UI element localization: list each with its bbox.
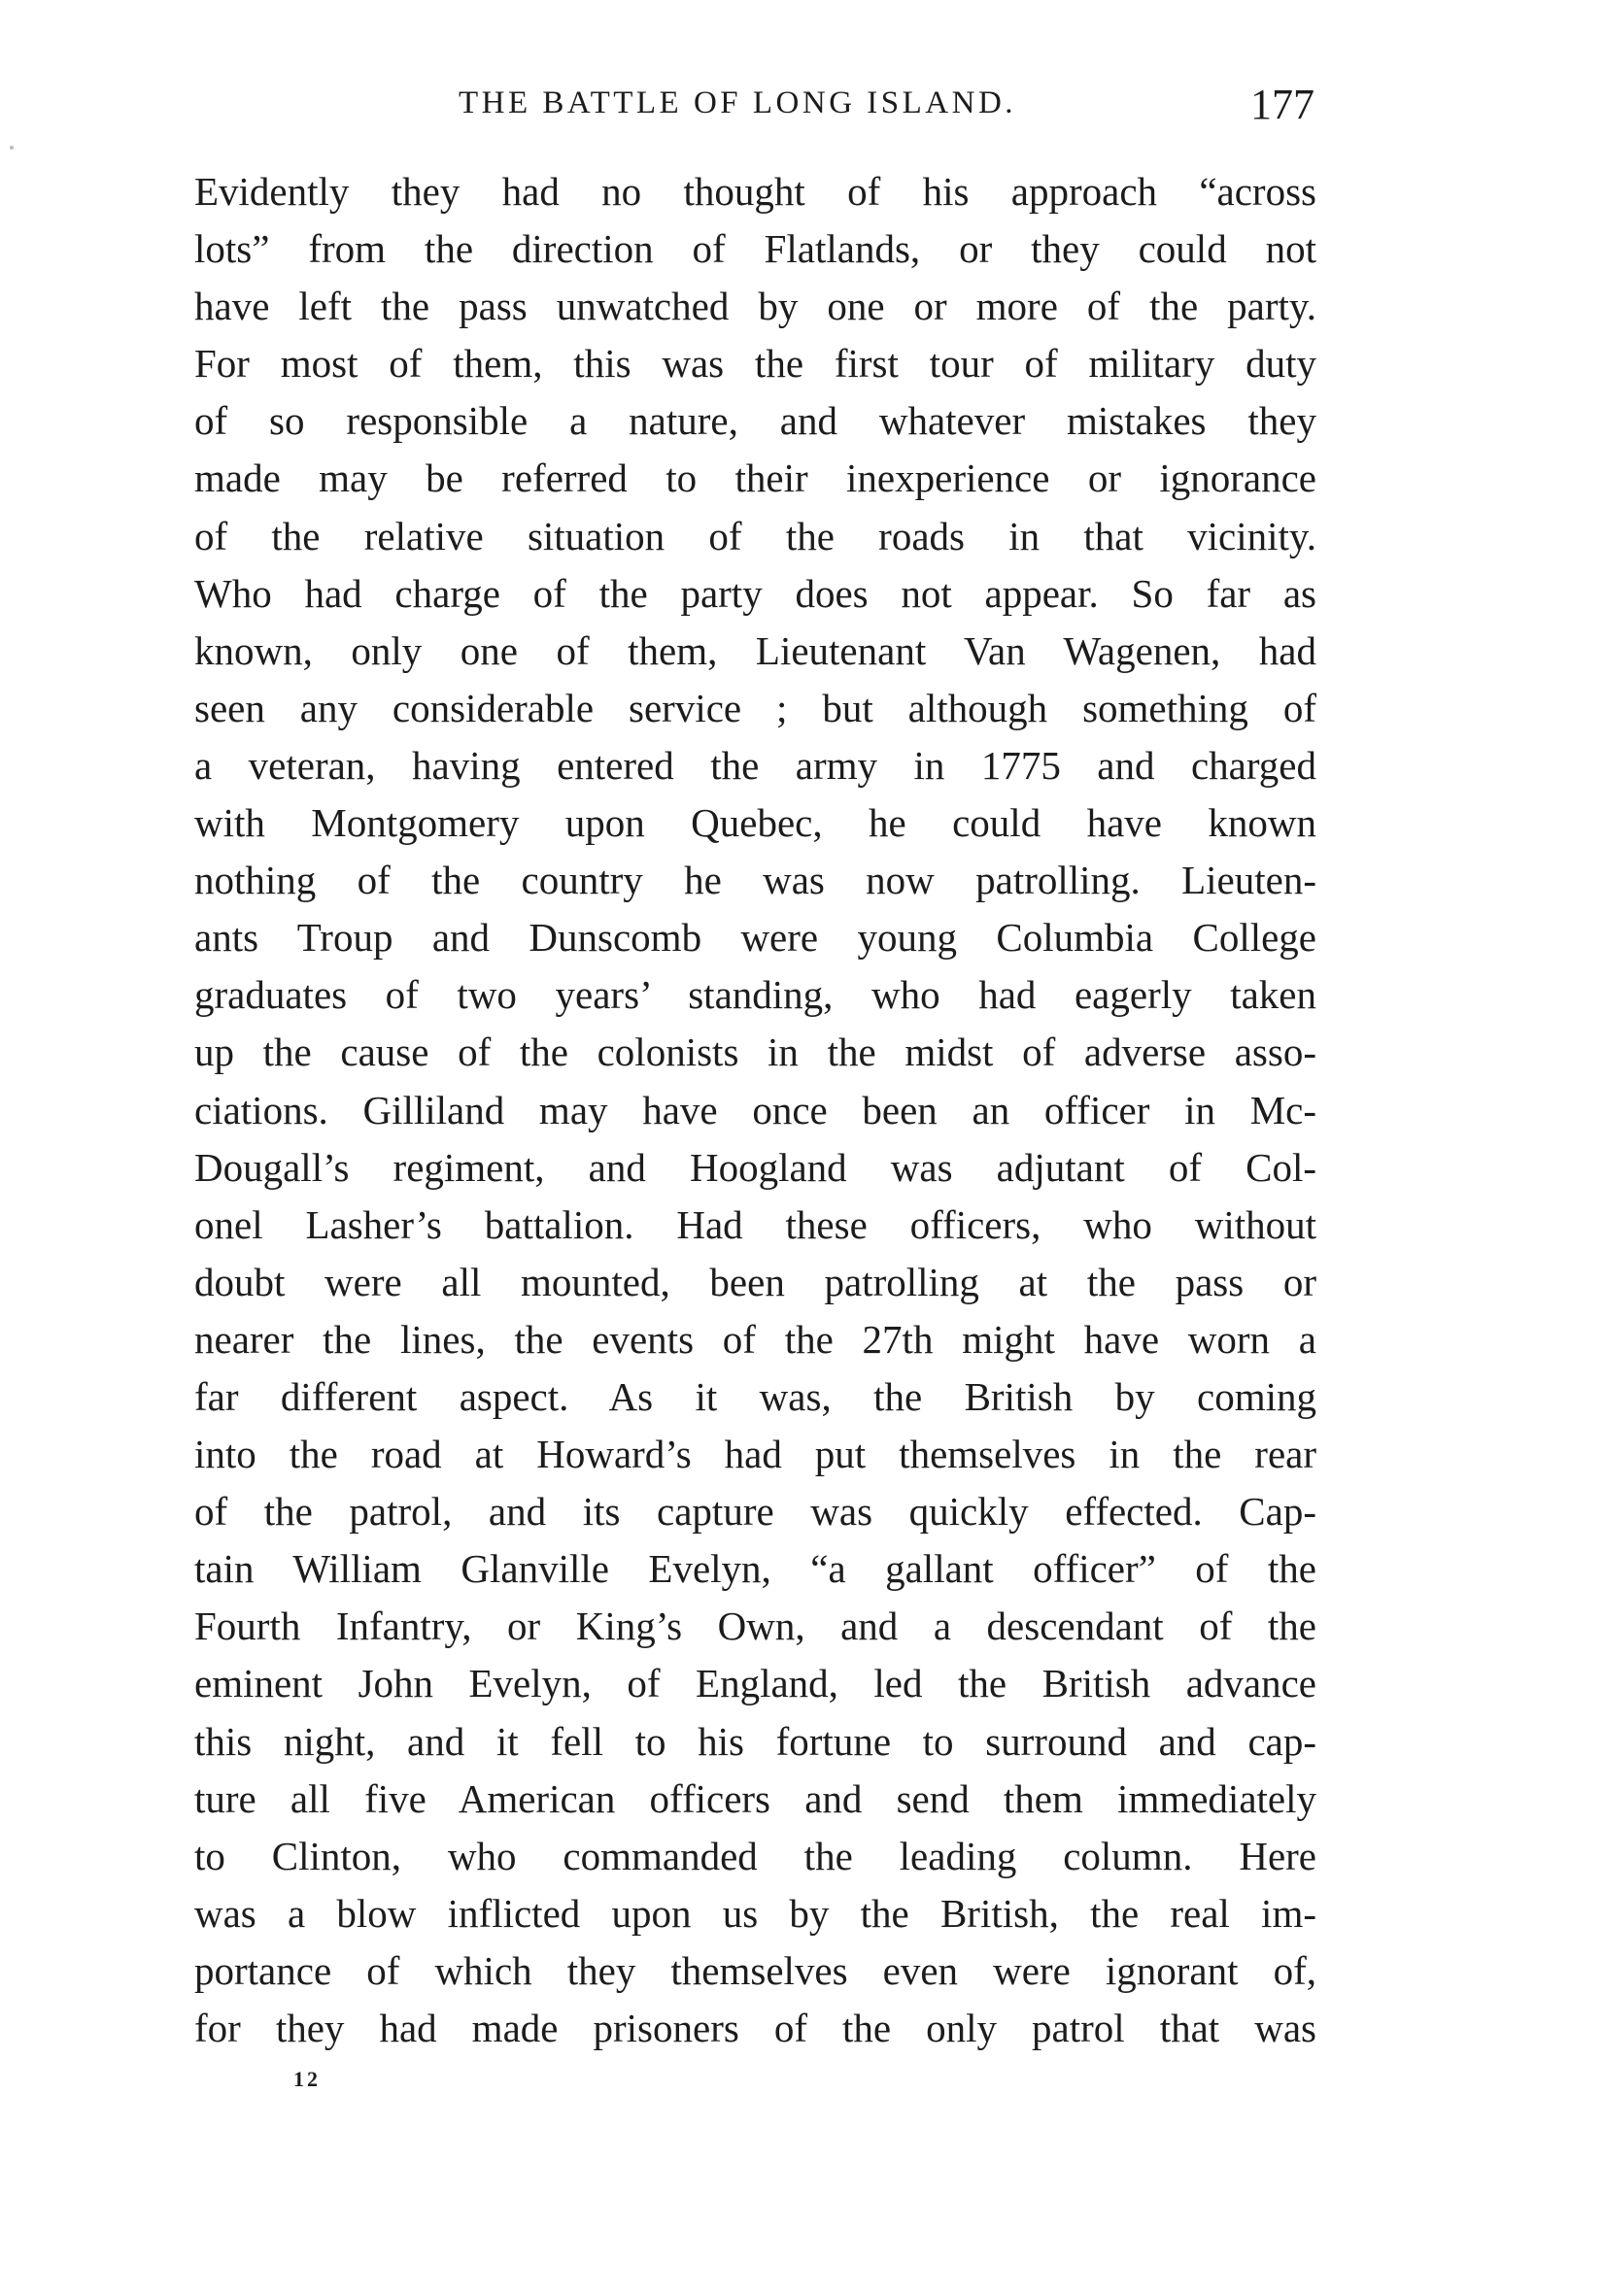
text-line: of the patrol, and its capture was quickly effected. Cap- [194,1489,1316,1535]
text-line: for they had made prisoners of the only patrol that was [194,2006,1316,2050]
text-line: lots” from the direction of Flatlands, or they could not [194,226,1316,272]
text-line: doubt were all mounted, been patrolling at the pass or [194,1259,1316,1304]
text-line: For most of them, this was the first tour of military duty [194,341,1316,387]
text-line: nothing of the country he was now patrolling. Lieuten- [194,858,1316,903]
text-line: of the relative situation of the roads in that vicinity. [194,513,1316,558]
text-line: made may be referred to their inexperience or ignorance [194,456,1316,501]
text-line: far different aspect. As it was, the British by coming [194,1373,1316,1419]
text-line: portance of which they themselves even were ignorant of, [194,1947,1316,1993]
body-text [194,163,1316,2057]
text-line: ciations. Gilliland may have once been an officer in Mc- [194,1087,1316,1132]
text-line: known, only one of them, Lieutenant Van Wagenen, had [194,627,1316,673]
text-line: with Montgomery upon Quebec, he could have known [194,800,1316,846]
text-line: seen any considerable service ; but although something of [194,685,1316,730]
signature-mark: 12 [293,2067,321,2091]
margin-speck [10,146,14,150]
running-head [194,80,1316,138]
text-line: eminent John Evelyn, of England, led the British advance [194,1661,1316,1706]
text-line: nearer the lines, the events of the 27th might have worn a [194,1316,1316,1362]
text-line: Evidently they had no thought of his approach “across [194,169,1316,214]
text-line: into the road at Howard’s had put themselves in the rear [194,1432,1316,1477]
text-line: up the cause of the colonists in the midst of adverse asso- [194,1030,1316,1075]
text-line: have left the pass unwatched by one or more of the party. [194,284,1316,329]
text-line: ture all five American officers and send them immediately [194,1775,1316,1821]
text-line: graduates of two years’ standing, who had eagerly taken [194,972,1316,1018]
text-line: Fourth Infantry, or King’s Own, and a descendant of the [194,1604,1316,1649]
text-line: tain William Glanville Evelyn, “a gallant officer” of the [194,1546,1316,1592]
text-line: of so responsible a nature, and whatever mistakes they [194,398,1316,444]
text-line: a veteran, having entered the army in 1775 and charged [194,742,1316,788]
text-line: was a blow inflicted upon us by the British, the real im- [194,1890,1316,1936]
text-line: Dougall’s regiment, and Hoogland was adjutant of Col- [194,1144,1316,1190]
text-line: Who had charge of the party does not appear. So far as [194,570,1316,616]
running-title: THE BATTLE OF LONG ISLAND. [459,85,1017,120]
page-number: 177 [1250,81,1314,128]
text-line: ants Troup and Dunscomb were young Columbia College [194,915,1316,961]
text-line: this night, and it fell to his fortune to surround and cap- [194,1718,1316,1764]
text-line: to Clinton, who commanded the leading column. Here [194,1833,1316,1878]
text-line: onel Lasher’s battalion. Had these officers, who without [194,1201,1316,1247]
